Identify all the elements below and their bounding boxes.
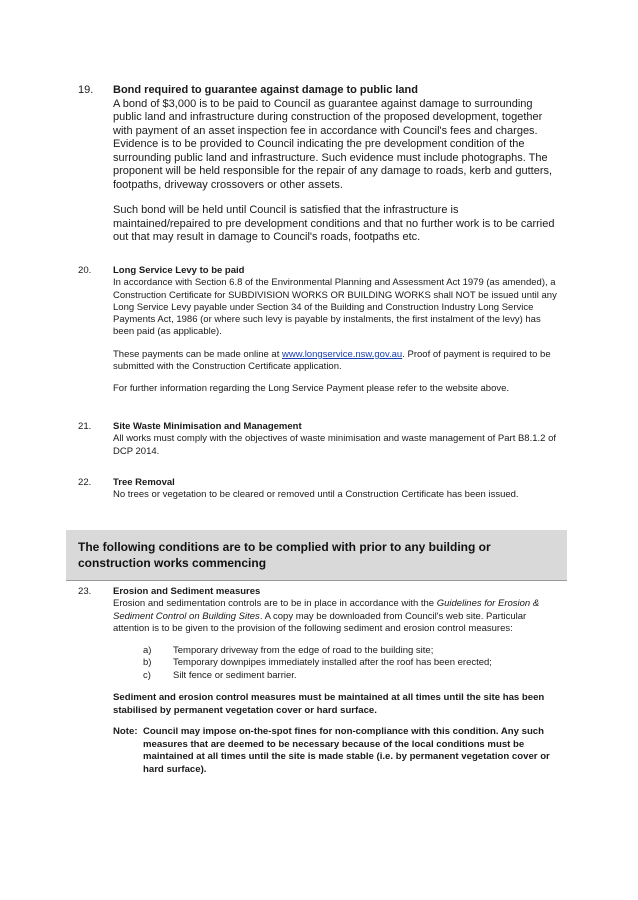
condition-number: 19. xyxy=(78,84,94,96)
condition-number: 21. xyxy=(78,421,92,432)
note-label: Note: xyxy=(113,726,138,738)
list-label: b) xyxy=(143,657,152,669)
condition-title: Site Waste Minimisation and Management xyxy=(113,421,302,432)
maintenance-requirement: Sediment and erosion control measures must be maintained at all times until the site has been stabilised by permanent vegetation cover or hard surface. xyxy=(113,692,545,716)
condition-number: 20. xyxy=(78,265,92,276)
condition-paragraph: All works must comply with the objectives of waste minimisation and waste management of Part B8.1.2 of DCP 2014. xyxy=(113,433,557,457)
condition-paragraph: No trees or vegetation to be cleared or removed until a Construction Certificate has been issued. xyxy=(113,489,519,501)
paragraph-text: . Proof of payment is required to be submitted with the Construction Certificate application. xyxy=(113,348,551,373)
note-text: Council may impose on-the-spot fines for non-compliance with this condition. Any such measures that are deemed to be necessary because of the local conditions must be maintained at all times until the site is made stable (i.e. by permanent vegetation cover or hard surface). xyxy=(143,726,550,775)
paragraph-text: . A copy may be downloaded from Council's web site. Particular attention is to be given to the provision of the following sediment and erosion control measures: xyxy=(113,610,527,634)
list-item xyxy=(113,670,558,682)
condition-number: 22. xyxy=(78,477,92,488)
list-label: a) xyxy=(143,645,152,657)
paragraph-text: Erosion and sedimentation controls are to be in place in accordance with the xyxy=(113,598,437,610)
section-banner xyxy=(66,530,567,581)
list-label: c) xyxy=(143,669,151,681)
list-item xyxy=(113,657,558,669)
condition-paragraph: In accordance with Section 6.8 of the Environmental Planning and Assessment Act 1979 (as amended), a Construction Certificate for SUBDIVISION WORKS OR BUILDING WORKS shall NOT be issued until any Long Service Levy payable under Section 34 of the Building and Construction Industry Long Service Payments Act, 1986 (or where such levy is payable by instalments, the first instalment of the levy) has been paid (as applicable). xyxy=(113,277,557,338)
long-service-link[interactable]: www.longservice.nsw.gov.au xyxy=(282,348,403,360)
list-text: Temporary downpipes immediately installed after the roof has been erected; xyxy=(173,657,492,669)
condition-paragraph xyxy=(113,349,558,374)
list-text: Silt fence or sediment barrier. xyxy=(173,669,297,681)
condition-title: Bond required to guarantee against damage to public land xyxy=(113,84,418,96)
condition-number: 23. xyxy=(78,586,92,597)
condition-paragraph: Such bond will be held until Council is satisfied that the infrastructure is maintained/repaired to pre development conditions and that no further work is to be carried out that may result in damage to Council's roads, footpaths etc. xyxy=(113,204,555,243)
condition-title: Erosion and Sediment measures xyxy=(113,586,261,597)
measures-list xyxy=(113,645,558,682)
paragraph-text: These payments can be made online at xyxy=(113,348,282,360)
condition-title: Tree Removal xyxy=(113,477,175,488)
condition-paragraph: A bond of $3,000 is to be paid to Council as guarantee against damage to surrounding public land and infrastructure during construction of the proposed development, together with payment of an asset inspection fee in accordance with Council's fees and charges. Evidence is to be provided to Council indicating the pre development condition of the surrounding public land and infrastructure. Such evidence must include photographs. The proponent will be held responsible for the repair of any damage to roads, kerb and gutters, footpaths, driveway crossovers or other assets. xyxy=(113,97,553,191)
guideline-title: Guidelines for Erosion & Sediment Control on Building Sites xyxy=(113,598,540,622)
list-item xyxy=(113,645,558,657)
section-heading: The following conditions are to be complied with prior to any building or construction works commencing xyxy=(78,540,491,570)
condition-title: Long Service Levy to be paid xyxy=(113,265,245,276)
condition-paragraph: For further information regarding the Long Service Payment please refer to the website above. xyxy=(113,383,510,395)
list-text: Temporary driveway from the edge of road to the building site; xyxy=(173,645,434,657)
condition-paragraph xyxy=(113,598,558,635)
note xyxy=(113,726,558,776)
